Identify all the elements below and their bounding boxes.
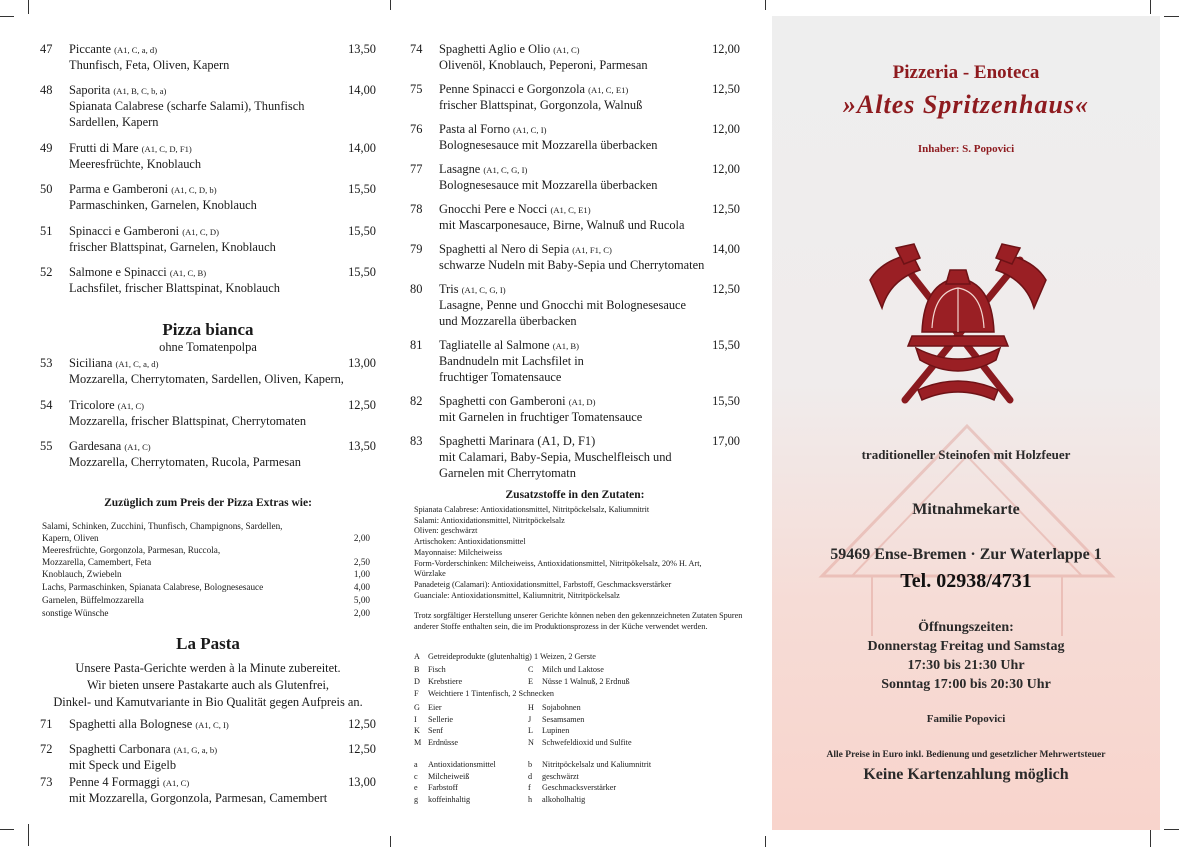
extras-title: Zuzüglich zum Preis der Pizza Extras wie: <box>104 497 312 509</box>
crop-mark <box>0 829 14 830</box>
legend-text: Fisch <box>428 665 446 674</box>
item-price: 12,50 <box>712 82 740 96</box>
item-name <box>439 41 580 58</box>
item-allergens: (A1, C) <box>162 778 190 788</box>
additive-line: Mayonnaise: Milcheiweiss <box>414 547 502 557</box>
item-number: 82 <box>410 394 423 408</box>
item-title: Spaghetti con Gamberoni <box>439 394 566 408</box>
item-number: 73 <box>40 775 53 789</box>
allergen-legend-row <box>414 689 554 700</box>
allergen-legend-entry <box>414 715 453 726</box>
item-title: Saporita <box>69 83 111 97</box>
additive-line: Würzlake <box>414 569 446 579</box>
additive-line: Guanciale: Antioxidationsmittel, Kaliumnitrit, Nitritpöckelsalz <box>414 590 620 600</box>
item-number: 71 <box>40 717 53 731</box>
item-title: Piccante <box>69 42 111 56</box>
legend-text: Sesamsamen <box>542 714 585 724</box>
item-allergens: (A1, C, D, b) <box>171 185 217 195</box>
item-price: 12,50 <box>348 717 376 731</box>
fold-mark <box>765 0 766 10</box>
item-number: 81 <box>410 338 423 352</box>
item-name <box>439 393 595 410</box>
extras-label: Kapern, Oliven <box>42 533 99 543</box>
legend-key: d <box>528 771 533 781</box>
legend-text: Erdnüsse <box>428 737 459 747</box>
allergen-legend-entry <box>528 677 630 688</box>
legend-key: H <box>528 703 534 712</box>
allergen-legend-entry <box>414 783 458 794</box>
item-title: Pasta al Forno <box>439 122 510 136</box>
additive-line: Panadeteig (Calamari): Antioxidationsmittel, Farbstoff, Geschmacksverstärker <box>414 579 672 589</box>
item-allergens: (A1, C, a, d) <box>114 45 158 55</box>
item-description: Bolognesesauce mit Mozzarella überbacken <box>439 178 658 192</box>
crop-mark <box>1164 16 1179 17</box>
legend-key: B <box>414 665 420 674</box>
item-description: frischer Blattspinat, Gorgonzola, Walnuß <box>439 98 643 112</box>
allergen-legend-entry <box>414 677 462 688</box>
section-title-pasta: La Pasta <box>176 634 240 653</box>
item-number: 54 <box>40 398 53 412</box>
legend-key: h <box>528 794 533 804</box>
legend-text: Sojabohnen <box>542 703 581 712</box>
allergen-legend-entry <box>528 715 584 726</box>
item-name <box>439 241 612 258</box>
item-title: Frutti di Mare <box>69 141 139 155</box>
item-name <box>439 281 506 298</box>
item-number: 76 <box>410 122 423 136</box>
item-title: Spaghetti Aglio e Olio <box>439 42 551 56</box>
item-number: 47 <box>40 42 53 56</box>
allergen-legend-entry <box>414 772 469 783</box>
legend-text: Farbstoff <box>428 783 458 792</box>
legend-text: Antioxidationsmittel <box>428 760 496 769</box>
item-number: 77 <box>410 162 423 176</box>
item-description: Thunfisch, Feta, Oliven, Kapern <box>69 58 230 72</box>
legend-key: a <box>414 760 418 769</box>
item-price: 12,50 <box>348 742 376 756</box>
item-price: 15,50 <box>348 182 376 196</box>
item-price: 15,50 <box>348 265 376 279</box>
opening-hours-time: 17:30 bis 21:30 Uhr <box>907 658 1025 673</box>
legend-key: A <box>414 652 420 661</box>
item-price: 13,50 <box>348 439 376 453</box>
legend-key: G <box>414 703 420 712</box>
extras-label: Lachs, Parmaschinken, Spianata Calabrese, Bolognesesauce <box>42 582 264 592</box>
legend-text: Getreideprodukte (glutenhaltig) 1 Weizen, 2 Gerste <box>428 652 596 661</box>
item-number: 74 <box>410 42 423 56</box>
opening-hours-sunday: Sonntag 17:00 bis 20:30 Uhr <box>881 677 1051 692</box>
item-number: 49 <box>40 141 53 155</box>
pasta-intro-line: Unsere Pasta-Gerichte werden à la Minute zubereitet. <box>75 661 341 675</box>
extras-label: Salami, Schinken, Zucchini, Thunfisch, Champignons, Sardellen, <box>42 521 283 531</box>
item-number: 80 <box>410 282 423 296</box>
item-description: mit Calamari, Baby-Sepia, Muschelfleisch und Garnelen mit Cherrytomatn <box>439 450 672 481</box>
legend-key: K <box>414 726 420 735</box>
item-name <box>69 264 206 281</box>
item-allergens: (A1, D) <box>568 397 596 407</box>
item-name <box>439 433 595 450</box>
allergen-legend-entry <box>528 738 632 749</box>
item-number: 55 <box>40 439 53 453</box>
item-name <box>69 774 189 791</box>
allergen-legend-entry <box>414 665 446 676</box>
item-description: mit Garnelen in fruchtiger Tomatensauce <box>439 410 643 424</box>
section-title-pizza-bianca: Pizza bianca <box>162 320 254 339</box>
item-allergens: (A1, C, G, I) <box>461 285 506 295</box>
item-description: mit Speck und Eigelb <box>69 758 177 772</box>
allergen-legend-entry <box>414 703 442 714</box>
item-price: 13,50 <box>348 42 376 56</box>
item-number: 48 <box>40 83 53 97</box>
legend-text: alkoholhaltig <box>542 794 586 804</box>
item-description: mit Mozzarella, Gorgonzola, Parmesan, Camembert <box>69 791 328 805</box>
additive-line: Oliven: geschwärzt <box>414 526 478 536</box>
section-subtitle: ohne Tomatenpolpa <box>159 340 257 354</box>
additive-line: Form-Vorderschinken: Milcheiweiss, Antioxidationsmittel, Nitritpökelsalz, 20% H. Art, <box>414 558 702 568</box>
item-price: 15,50 <box>348 224 376 238</box>
item-allergens: (A1, C, E1) <box>588 85 629 95</box>
allergen-legend-entry <box>528 665 604 676</box>
family-signature: Familie Popovici <box>926 713 1006 725</box>
additive-line: Spianata Calabrese: Antioxidationsmittel, Nitritpöckelsalz, Kaliumnitrit <box>414 505 650 514</box>
additive-line: Artischoken: Antioxidationsmittel <box>414 537 526 547</box>
item-description: Bandnudeln mit Lachsfilet in fruchtiger Tomatensauce <box>439 354 584 385</box>
item-title: Spinacci e Gamberoni <box>69 224 180 238</box>
item-name <box>69 82 166 99</box>
item-number: 83 <box>410 434 423 448</box>
item-name <box>439 81 628 98</box>
legend-key: b <box>528 760 533 769</box>
item-title: Spaghetti al Nero di Sepia <box>439 242 570 256</box>
address: 59469 Ense-Bremen · Zur Waterlappe 1 <box>830 546 1102 563</box>
legend-key: g <box>414 794 419 804</box>
extras-label: Garnelen, Büffelmozzarella <box>42 595 144 605</box>
item-price: 17,00 <box>712 434 740 448</box>
item-name <box>69 223 219 240</box>
item-title: Tricolore <box>69 398 115 412</box>
item-price: 13,00 <box>348 775 376 789</box>
allergen-legend-entry <box>528 703 581 714</box>
cover-panel <box>772 16 1160 830</box>
item-description: Mozzarella, frischer Blattspinat, Cherrytomaten <box>69 414 307 428</box>
item-price: 13,00 <box>348 356 376 370</box>
item-title: Parma e Gamberoni <box>69 182 169 196</box>
item-number: 79 <box>410 242 423 256</box>
extras-label: Mozzarella, Camembert, Feta <box>42 557 152 567</box>
pasta-intro-line: Dinkel- und Kamutvariante in Bio Qualität gegen Aufpreis an. <box>53 695 363 709</box>
item-allergens: (A1, C, G, I) <box>483 165 528 175</box>
item-name <box>69 41 157 58</box>
item-number: 78 <box>410 202 423 216</box>
pasta-intro <box>40 660 376 711</box>
legend-text: Nitritpöckelsalz und Kaliumnitrit <box>542 760 652 769</box>
item-description: frischer Blattspinat, Garnelen, Knoblauch <box>69 240 276 254</box>
legend-key: N <box>528 737 534 747</box>
phone-number: Tel. 02938/4731 <box>900 570 1032 592</box>
item-price: 14,00 <box>712 242 740 256</box>
item-description: Parmaschinken, Garnelen, Knoblauch <box>69 198 257 212</box>
item-allergens: (A1, C, I) <box>513 125 547 135</box>
item-number: 50 <box>40 182 53 196</box>
extras-price: 1,00 <box>353 569 370 579</box>
item-allergens: (A1, G, a, b) <box>173 745 218 755</box>
legend-key: D <box>414 676 420 686</box>
item-price: 14,00 <box>348 83 376 97</box>
item-name <box>69 438 151 455</box>
allergen-legend-entry <box>414 760 496 771</box>
item-description: schwarze Nudeln mit Baby-Sepia und Cherrytomaten <box>439 258 705 272</box>
item-title: Penne Spinacci e Gorgonzola <box>439 82 586 96</box>
item-allergens: (A1, F1, C) <box>572 245 612 255</box>
allergen-legend-entry <box>414 795 470 806</box>
item-number: 51 <box>40 224 53 238</box>
item-price: 12,50 <box>348 398 376 412</box>
crop-mark <box>0 16 14 17</box>
allergen-legend-entry <box>528 760 651 771</box>
crop-mark <box>1150 0 1151 14</box>
tagline: traditioneller Steinofen mit Holzfeuer <box>861 447 1071 462</box>
item-price: 15,50 <box>712 338 740 352</box>
item-title: Siciliana <box>69 356 113 370</box>
item-title: Spaghetti alla Bolognese <box>69 717 193 731</box>
item-name <box>69 397 144 414</box>
fold-mark <box>765 836 766 847</box>
legend-text: Geschmacksverstärker <box>542 783 617 792</box>
crop-mark <box>28 824 29 846</box>
item-description: Olivenöl, Knoblauch, Peperoni, Parmesan <box>439 58 648 72</box>
extras-price: 2,50 <box>353 557 370 567</box>
item-title: Tris <box>439 282 459 296</box>
legend-text: Schwefeldioxid und Sulfite <box>542 737 632 747</box>
legend-text: Krebstiere <box>428 676 463 686</box>
item-allergens: (A1, C, I) <box>195 720 229 730</box>
item-name <box>439 201 591 218</box>
allergen-legend-entry <box>528 726 569 737</box>
item-description: mit Mascarponesauce, Birne, Walnuß und Rucola <box>439 218 685 232</box>
owner-line: Inhaber: S. Popovici <box>917 143 1015 155</box>
extras-price: 5,00 <box>353 595 370 605</box>
item-description: Lachsfilet, frischer Blattspinat, Knoblauch <box>69 281 280 295</box>
item-allergens: (A1, C, E1) <box>550 205 591 215</box>
item-allergens: (A1, C, a, d) <box>115 359 159 369</box>
extras-price: 2,00 <box>353 608 370 618</box>
item-price: 12,50 <box>712 202 740 216</box>
item-number: 53 <box>40 356 53 370</box>
allergen-legend-row <box>414 652 596 663</box>
firefighter-emblem-icon <box>860 240 1056 415</box>
legend-text: Milcheiweiß <box>428 771 470 781</box>
item-allergens: (A1, B, C, b, a) <box>113 86 167 96</box>
legend-text: koffeinhaltig <box>428 794 471 804</box>
trace-note: Trotz sorgfältiger Herstellung unserer Gerichte können neben den gekennzeichneten Zutaten Spuren anderer Stoffe enthalten sein, die im Produktionsprozess in der Küche verwendet werden. <box>414 611 743 631</box>
item-number: 72 <box>40 742 53 756</box>
item-allergens: (A1, C, D, F1) <box>141 144 192 154</box>
item-description: Mozzarella, Cherrytomaten, Rucola, Parmesan <box>69 455 301 469</box>
item-name <box>69 355 158 372</box>
legend-key: L <box>528 726 534 735</box>
restaurant-name: »Altes Spritzenhaus« <box>842 90 1090 119</box>
item-title: Spaghetti Marinara (A1, D, F1) <box>439 434 596 448</box>
item-price: 12,00 <box>712 122 740 136</box>
item-name <box>439 161 527 178</box>
item-name <box>69 716 229 733</box>
payment-note: Keine Kartenzahlung möglich <box>863 766 1069 783</box>
legend-key: J <box>528 714 532 724</box>
legend-key: F <box>414 689 419 698</box>
item-name <box>69 181 217 198</box>
item-price: 15,50 <box>712 394 740 408</box>
legend-text: geschwärzt <box>542 771 579 781</box>
extras-label: Knoblauch, Zwiebeln <box>42 569 122 579</box>
legend-text: Lupinen <box>542 726 570 735</box>
extras-price: 2,00 <box>353 533 370 543</box>
item-number: 75 <box>410 82 423 96</box>
item-allergens: (A1, C, B) <box>169 268 207 278</box>
item-allergens: (A1, C, D) <box>182 227 219 237</box>
item-price: 14,00 <box>348 141 376 155</box>
item-description: Mozzarella, Cherrytomaten, Sardellen, Oliven, Kapern, <box>69 372 344 386</box>
extras-label: sonstige Wünsche <box>42 608 109 618</box>
crop-mark <box>1164 829 1179 830</box>
item-price: 12,00 <box>712 42 740 56</box>
item-allergens: (A1, C) <box>124 442 151 452</box>
item-name <box>69 140 192 157</box>
allergen-legend-entry <box>528 772 579 783</box>
item-allergens: (A1, C) <box>117 401 145 411</box>
legend-key: e <box>414 783 418 792</box>
item-description: Meeresfrüchte, Knoblauch <box>69 157 202 171</box>
fold-mark <box>390 0 391 10</box>
allergen-legend-entry <box>414 726 443 737</box>
item-name <box>69 741 217 758</box>
item-price: 12,50 <box>712 282 740 296</box>
item-description: Bolognesesauce mit Mozzarella überbacken <box>439 138 658 152</box>
legend-text: Sellerie <box>428 714 454 724</box>
fold-mark <box>390 836 391 847</box>
item-name <box>439 337 579 354</box>
item-title: Spaghetti Carbonara <box>69 742 171 756</box>
opening-hours-title: Öffnungszeiten: <box>918 620 1014 635</box>
extras-label: Meeresfrüchte, Gorgonzola, Parmesan, Ruccola, <box>42 545 221 555</box>
item-allergens: (A1, C) <box>553 45 580 55</box>
price-note: Alle Preise in Euro inkl. Bedienung und gesetzlicher Mehrwertsteuer <box>826 750 1106 760</box>
item-title: Salmone e Spinacci <box>69 265 167 279</box>
item-title: Tagliatelle al Salmone <box>439 338 550 352</box>
legend-key: I <box>414 714 417 724</box>
item-number: 52 <box>40 265 53 279</box>
opening-hours-days: Donnerstag Freitag und Samstag <box>867 639 1065 654</box>
extras-price: 4,00 <box>353 582 370 592</box>
restaurant-type: Pizzeria - Enoteca <box>892 62 1040 83</box>
legend-key: M <box>414 737 422 747</box>
legend-text: Milch und Laktose <box>542 665 604 674</box>
legend-key: C <box>528 665 534 674</box>
card-title: Mitnahmekarte <box>912 501 1020 518</box>
legend-text: Weichtiere 1 Tintenfisch, 2 Schnecken <box>428 689 554 698</box>
allergen-legend-entry <box>528 795 585 806</box>
additives-title: Zusatzstoffe in den Zutaten: <box>505 489 645 501</box>
item-title: Gnocchi Pere e Nocci <box>439 202 548 216</box>
item-title: Penne 4 Formaggi <box>69 775 160 789</box>
crop-mark <box>28 0 29 14</box>
legend-text: Eier <box>428 703 442 712</box>
item-description: Spianata Calabrese (scharfe Salami), Thunfisch Sardellen, Kapern <box>69 99 305 130</box>
allergen-legend-entry <box>414 738 458 749</box>
legend-key: f <box>528 783 531 792</box>
legend-text: Senf <box>428 726 444 735</box>
legend-key: c <box>414 771 418 781</box>
legend-text: Nüsse 1 Walnuß, 2 Erdnuß <box>542 676 630 686</box>
item-price: 12,00 <box>712 162 740 176</box>
pasta-intro-line: Wir bieten unsere Pastakarte auch als Glutenfrei, <box>86 678 330 692</box>
additive-line: Salami: Antioxidationsmittel, Nitritpöckelsalz <box>414 515 565 525</box>
item-title: Lasagne <box>439 162 481 176</box>
item-allergens: (A1, B) <box>552 341 579 351</box>
allergen-legend-entry <box>528 783 616 794</box>
legend-key: E <box>528 676 534 686</box>
item-name <box>439 121 546 138</box>
item-description: Lasagne, Penne und Gnocchi mit Bolognesesauce und Mozzarella überbacken <box>439 298 687 329</box>
item-title: Gardesana <box>69 439 122 453</box>
